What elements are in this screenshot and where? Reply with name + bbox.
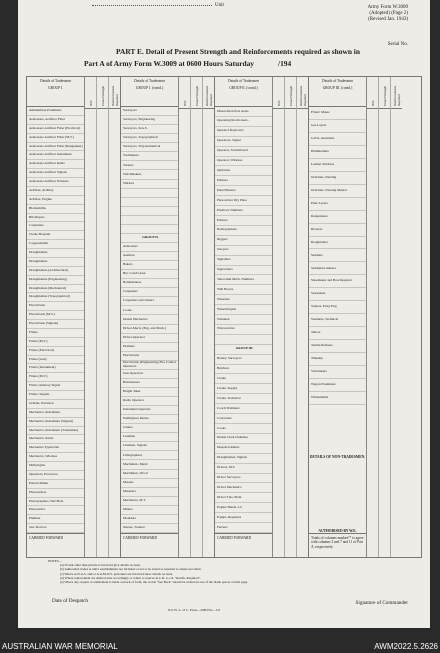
form-title	[58, 46, 418, 70]
trade-row: Draughtsmen, Signals	[215, 454, 272, 464]
entry-header-text: Reinforcements Required	[110, 85, 119, 106]
trade-row: Fitters (Instrument)	[27, 364, 84, 373]
form-reference	[368, 5, 408, 23]
trade-row: Fitters (M.V.)	[27, 338, 84, 347]
note-line: (a) If rank other than private is involved give details on back.	[60, 563, 141, 568]
trade-row: Mechanics, Radio	[27, 435, 84, 444]
trade-row: Saw Doctors	[27, 524, 84, 533]
trade-row: Opticians	[215, 166, 272, 176]
group-column	[309, 77, 402, 557]
trade-row: Turners	[121, 161, 178, 170]
trade-row: Armourers Artificer Instrument	[27, 151, 84, 160]
trade-name-column	[215, 77, 273, 557]
trade-row: Plumber	[27, 515, 84, 524]
trade-row: Clerks, Supply	[215, 384, 272, 394]
trade-row	[215, 335, 272, 345]
trade-row: Draughtsmen	[27, 249, 84, 258]
trade-row: Orderlies, Nursing	[309, 172, 366, 185]
trade-row: Carpenters	[27, 222, 84, 231]
trade-row	[121, 207, 178, 216]
printer-imprint: N.S.W. L. of C. Press—29H Feb—1/0	[168, 608, 221, 612]
entry-column[interactable]	[367, 77, 379, 557]
trade-row: Tailors	[309, 327, 366, 340]
trade-row: Electricians	[121, 352, 178, 361]
trade-row: Fitters	[27, 329, 84, 338]
trade-row: Toolmakers	[121, 152, 178, 161]
trade-row: Mechanics, Instrument (Tradesmen)	[27, 427, 84, 436]
title-line-2	[58, 58, 418, 70]
entry-column-header	[191, 78, 202, 109]
trade-row: Operators, Signal	[215, 137, 272, 147]
trade-name-column	[27, 77, 85, 557]
trade-list	[27, 107, 84, 533]
trade-row: Clerks Hospital	[27, 231, 84, 240]
trade-row: Saddlers	[309, 249, 366, 262]
serial-label: Serial No.	[387, 42, 408, 47]
title-text: Part A of Army Form W.3009 at 0600 Hours Saturday	[84, 59, 254, 68]
trade-row: Fitters, Railway Signal	[27, 382, 84, 391]
trade-row: Orderlies, Nursing Mental	[309, 185, 366, 198]
trade-row: Hammermen	[309, 146, 366, 159]
trade-row: Fitters (M.V.)	[27, 373, 84, 382]
trade-row: Grinder, Precision	[27, 400, 84, 409]
group-column	[121, 77, 215, 557]
entry-column-header	[391, 78, 402, 109]
trade-row: Wheelwrights	[215, 305, 272, 315]
trade-row: Linemen, Signals	[121, 442, 178, 451]
trade-row: Bty. Cond's Asst.	[121, 270, 178, 279]
trade-row: Wheelers	[215, 295, 272, 305]
note-line: (d) Where replacement are desired state accordingly or return to reserve in C.R. to col. "Reinfs. Required".	[60, 575, 201, 580]
trade-row: Engine Hands, I.C.	[215, 503, 272, 513]
trade-row: Watchmakers	[121, 170, 178, 179]
trade-row: Draughtsmen (Mechanical)	[27, 285, 84, 294]
trade-row: Driver Surveyors	[215, 474, 272, 484]
trade-row: Drivers, M.T.	[215, 464, 272, 474]
trade-row: Equips. Repairers	[215, 513, 272, 523]
trade-row: Armourers, Artificer Fitter	[27, 116, 84, 125]
trade-row: Roughriders	[309, 237, 366, 250]
trade-row: Painters	[215, 176, 272, 186]
details-section	[309, 405, 366, 533]
trade-row: Wirewarriors	[215, 325, 272, 335]
trade-row: Coppersmiths	[27, 240, 84, 249]
trade-row: Fitters (Electrical)	[27, 347, 84, 356]
trade-row: Draughtsmen	[27, 258, 84, 267]
entry-column[interactable]	[297, 77, 308, 557]
trade-row: Operator, Wireless	[215, 157, 272, 167]
trade-row: Nurses, Trained	[121, 524, 178, 533]
trade-row: Armourers Artificer Signals	[27, 169, 84, 178]
trade-row: Vulcanisers	[309, 366, 366, 379]
trade-row: Driver Mechanics	[215, 483, 272, 493]
trade-list	[121, 107, 178, 533]
strength-table	[26, 76, 422, 558]
trade-row: Hairdressers	[121, 379, 178, 388]
trade-row: Joiners	[121, 424, 178, 433]
trade-row: Leather Stitchers	[309, 159, 366, 172]
trade-row: Photowriters	[27, 489, 84, 498]
trade-list	[215, 107, 272, 533]
trade-row: Radiographers	[215, 226, 272, 236]
entry-column[interactable]	[85, 77, 97, 557]
group-header: GROUP III. (contd.)	[322, 86, 353, 91]
entry-column[interactable]	[285, 77, 297, 557]
trade-row: Armourers Artificer Radio	[27, 160, 84, 169]
trade-row	[121, 189, 178, 198]
entry-column-header	[285, 78, 296, 109]
trade-row: Artificer, Artillery	[27, 187, 84, 196]
trade-row: Artificer, Engine	[27, 196, 84, 205]
trade-row: Driver-Mech. (Eng. and Mach.)	[121, 325, 178, 334]
trade-row: Coach Trimmers	[215, 404, 272, 414]
entry-header-text: W.E.	[182, 99, 187, 106]
trade-row: Linemen	[121, 433, 178, 442]
trade-row: Wagon Examiners	[309, 379, 366, 392]
trade-row: Intelligence Duties	[121, 415, 178, 424]
note-line: (b) Authorized trades at unit's establishment not included or not to be stated as required to ensure provided.	[60, 567, 202, 572]
form-line: (Revised Jan. 1943)	[368, 17, 408, 22]
trade-row: Shoemaker and Boot Repairer	[309, 275, 366, 288]
carried-forward-label: Totals of columns marked * to agree with columns 3 and 7 and 11 of Part A, respectively.	[309, 533, 366, 557]
carried-forward-label: CARRIED FORWARD	[27, 533, 84, 557]
trade-row: Farriers	[215, 523, 272, 533]
group-column	[215, 77, 309, 557]
column-header	[121, 77, 178, 107]
entry-header-text: Reinforcements Required	[204, 85, 213, 106]
trade-row: Moulders	[121, 515, 178, 524]
trade-row: Cooks	[215, 424, 272, 434]
details-header: Details of Tradesmen	[134, 79, 165, 83]
trade-row: Gun Operators	[121, 370, 178, 379]
trade-row: Photowriter	[27, 506, 84, 515]
authorised-label: AUTHORISED BY W.E.	[318, 528, 357, 533]
unit-label: Unit	[215, 3, 224, 8]
trade-row: Armourers Artificer Fitter (M.T.)	[27, 134, 84, 143]
entry-header-text: Reinforcements Required	[298, 85, 307, 106]
trade-row: Assistan	[121, 252, 178, 261]
trade-row: Operator Keyboard	[215, 127, 272, 137]
trade-row: Operating Room Assts.	[215, 117, 272, 127]
trade-row: Saddletree makers	[309, 262, 366, 275]
trade-row: Carpenters and Joiners	[121, 297, 178, 306]
trade-row: Operators, Excavator	[27, 471, 84, 480]
entry-header-text: Posted Strength	[382, 85, 387, 106]
note-line: (e) Where any request or entitlement is made on back of form, the words "See Back" should be written in one of the blank spaces on this page.	[60, 580, 249, 585]
trade-row: Fitters (Gun)	[27, 356, 84, 365]
trade-row: Welders	[121, 180, 178, 189]
trade-row: Driver-Operator	[121, 334, 178, 343]
trade-row: Armourers Artificer Fitter (Electrical)	[27, 125, 84, 134]
note-line: (c) Where A.W.A.S. and/or A.A.M.W.S. personnel are involved show details on back.	[60, 571, 173, 576]
details-header: Details of Tradesmen	[40, 79, 71, 83]
trade-row: Cooks	[121, 306, 178, 315]
entry-column-header	[97, 78, 108, 109]
trade-row: Fitters, Signals	[27, 391, 84, 400]
trade-row: Timeslip	[309, 353, 366, 366]
trade-row: Surveyors, Trigonometrical	[121, 143, 178, 152]
trade-row: Bakers	[121, 261, 178, 270]
group-column	[27, 77, 121, 557]
entry-header-text: Posted Strength	[100, 85, 105, 106]
notes-label: NOTES—	[48, 559, 62, 563]
notes-block	[48, 559, 408, 584]
trade-row: Radio Operator	[121, 397, 178, 406]
trade-row: GROUP II.	[121, 234, 178, 243]
group-header: GROUP I. (contd.)	[135, 86, 164, 91]
trade-row: Machinists, Metal	[121, 460, 178, 469]
trade-row: Masseurs	[121, 488, 178, 497]
trade-row: Gas Layers	[309, 120, 366, 133]
caption-left: AUSTRALIAN WAR MEMORIAL	[2, 642, 118, 651]
trade-row: Pattern Maker	[27, 480, 84, 489]
trade-row: Predictor Numbers	[215, 206, 272, 216]
entry-column-header	[203, 78, 214, 109]
carried-forward-label: CARRIED FORWARD	[215, 533, 272, 557]
entry-header-text: W.E.	[88, 99, 93, 106]
title-year: /194	[278, 59, 292, 68]
trade-row: Mechanics, M.T.	[121, 497, 178, 506]
trade-row: Surveyors, Topographical	[121, 134, 178, 143]
trade-row	[121, 198, 178, 207]
trade-row: Draughtsmen (Topographical)	[27, 293, 84, 302]
trade-row: Blacksmiths	[27, 205, 84, 214]
entry-column-header	[85, 78, 96, 109]
caption-right: AWM2022.5.2626	[374, 642, 438, 651]
trade-row: Wall Borers	[215, 285, 272, 295]
details-header: Details of Tradesmen	[228, 79, 259, 83]
trade-row	[121, 225, 178, 234]
trade-row: G.P.O. Assistants	[309, 133, 366, 146]
signature-label: Signature of Commander	[355, 600, 408, 606]
trade-row: Mechanics Typewriter	[27, 444, 84, 453]
trade-row: Storesmen	[309, 288, 366, 301]
trade-row: Rangetakers	[309, 211, 366, 224]
trade-row: Draughtsmen (Engineering)	[27, 276, 84, 285]
trade-row: Surveyors	[121, 107, 178, 116]
trade-row: Armourers Artificer Fitter (Rangetaker)	[27, 143, 84, 152]
entry-header-text: Posted Strength	[194, 85, 199, 106]
trade-row: Panel Beaters	[215, 186, 272, 196]
trade-row: Miners	[121, 506, 178, 515]
trade-row: Electricians (Signals)	[27, 320, 84, 329]
trade-row: Height Taker	[121, 388, 178, 397]
form-sheet	[18, 0, 430, 628]
column-header	[27, 77, 84, 107]
entry-header-text: W.E.	[370, 99, 375, 106]
entry-column[interactable]	[109, 77, 120, 557]
trade-row: Instrument Operator	[121, 406, 178, 415]
trade-row: Fitters' Mates	[309, 107, 366, 120]
column-header	[215, 77, 272, 107]
entry-column-header	[179, 78, 190, 109]
trade-row: Signwriters	[215, 266, 272, 276]
group-header: GROUP I.	[47, 86, 64, 91]
group-header: GROUP II. (contd.)	[229, 86, 258, 91]
details-non-tradesmen-label: DETAILS OF NON-TRADESMEN.	[309, 454, 366, 459]
entry-header-text: Reinforcements Required	[392, 85, 401, 106]
trade-row: Electricians (Engineering) Fire Control Operators	[121, 361, 178, 370]
entry-column[interactable]	[391, 77, 402, 557]
column-header	[309, 77, 366, 107]
trade-row: Whitesmiths	[309, 392, 366, 405]
trade-row: Mechanics, Wireless	[27, 453, 84, 462]
entry-column-header	[367, 78, 378, 109]
trade-row: Surveyors, Engineering	[121, 116, 178, 125]
trade-name-column	[121, 77, 179, 557]
title-line-1: PART E. Detail of Present Strength and Reinforcements required as shown in	[116, 47, 360, 56]
trade-row: Signallers	[215, 256, 272, 266]
entry-column[interactable]	[179, 77, 191, 557]
trade-row: Butchers	[215, 365, 272, 375]
entry-column-header	[109, 78, 120, 109]
entry-column[interactable]	[203, 77, 214, 557]
trade-row: Stokers, Entry Eng	[309, 301, 366, 314]
trade-row: Mechanics, Instrument (Signals)	[27, 418, 84, 427]
trade-row: Draughtsmen (Architectural)	[27, 267, 84, 276]
entry-column[interactable]	[273, 77, 285, 557]
entry-column-header	[273, 78, 284, 109]
trade-row: Clerks, Technical	[215, 394, 272, 404]
trade-row: Clerks	[215, 374, 272, 384]
unit-field	[92, 3, 224, 8]
trade-row: Armourers	[121, 243, 178, 252]
unit-dotted-line	[92, 5, 212, 6]
trade-row: Boilermakers	[121, 279, 178, 288]
form-line: (Adopted) (Page 2)	[369, 11, 408, 16]
trade-row: Photowriter Dry Plate	[215, 196, 272, 206]
trade-row: Driver Tpts. Plant	[215, 493, 272, 503]
details-header: Details of Tradesmen	[322, 79, 353, 83]
entry-column[interactable]	[97, 77, 109, 557]
trade-row: Drainers	[121, 343, 178, 352]
trade-row: Observation Post Assts.	[215, 107, 272, 117]
trade-row: Concreters	[215, 414, 272, 424]
trade-row: Sawyers	[215, 246, 272, 256]
trade-row: Carpenters	[121, 288, 178, 297]
trade-row: Printers	[215, 216, 272, 226]
trade-row: Millwrights	[27, 462, 84, 471]
trade-row: Operator, Switchboard	[215, 147, 272, 157]
entry-header-text: Posted Strength	[288, 85, 293, 106]
trade-list	[309, 107, 366, 533]
trade-row: Telecomm Mech. Numbers	[215, 275, 272, 285]
trade-row: Mechanics, Instrument	[27, 409, 84, 418]
trade-row: Battery Surveyors	[215, 355, 272, 365]
trade-row: Machinists, Wood	[121, 470, 178, 479]
trade-row: Surveyors, R.A.S.	[121, 125, 178, 134]
trade-row: Riggers	[215, 236, 272, 246]
trade-row: Textile Refiners	[309, 340, 366, 353]
trade-row: Dental Clerk Orderlies	[215, 434, 272, 444]
trade-row: Ammunition Examiners	[27, 107, 84, 116]
trade-row: Electricians	[27, 302, 84, 311]
trade-row: Wiremen	[215, 315, 272, 325]
form-line: Army Form W.3009	[367, 5, 408, 10]
trade-row	[121, 216, 178, 225]
trade-row: Lithographers	[121, 451, 178, 460]
date-of-despatch-label: Date of Despatch	[52, 598, 89, 604]
entry-column-header	[379, 78, 390, 109]
trade-row: Plate Layers	[309, 198, 366, 211]
entry-header-text: W.E.	[276, 99, 281, 106]
entry-column-header	[297, 78, 308, 109]
trade-row: GROUP III.	[215, 345, 272, 355]
trade-row: Masons	[121, 479, 178, 488]
trade-row: Riveters	[309, 224, 366, 237]
carried-forward-label: CARRIED FORWARD	[121, 533, 178, 557]
trade-row: Armourers Artificer Wireless	[27, 178, 84, 187]
entry-column[interactable]	[379, 77, 391, 557]
trade-row: Photographers, Wet Plate	[27, 498, 84, 507]
trade-row: Steamers, Technical	[309, 314, 366, 327]
trade-row: Electricians (M.V.)	[27, 311, 84, 320]
trade-row: Dental Mechanics	[121, 315, 178, 324]
caption-bar	[0, 640, 440, 653]
trade-row: Bricklayers	[27, 214, 84, 223]
trade-name-column	[309, 77, 367, 557]
trade-row: Despatch Riders	[215, 444, 272, 454]
entry-column[interactable]	[191, 77, 203, 557]
